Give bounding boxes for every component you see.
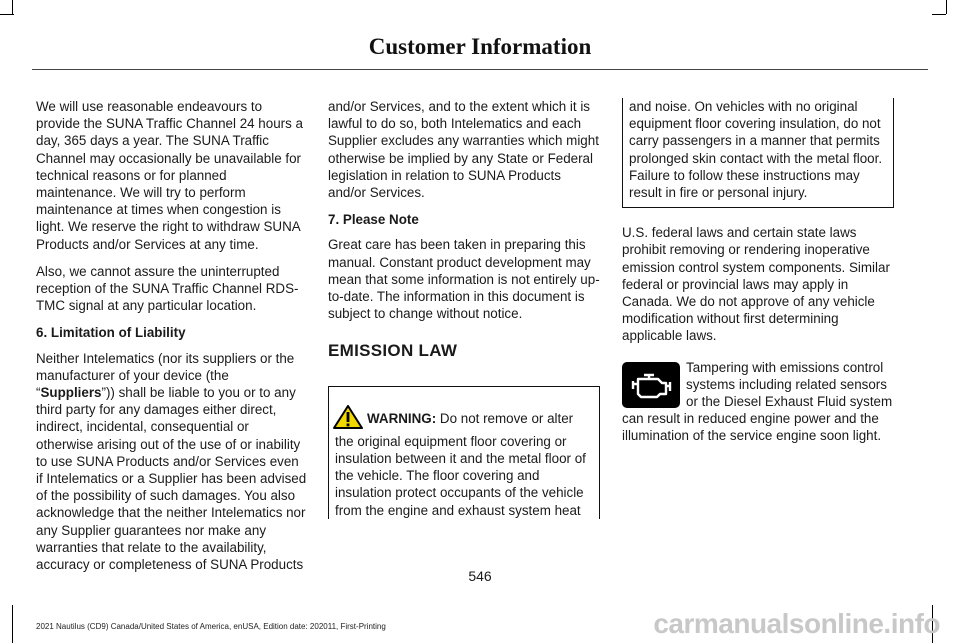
warning-text: and noise. On vehicles with no original equipment floor covering insulation, do not carry passengers in a manner that permits prolonged skin contact with the metal floor. Failure to follow these instructions may result in fire or personal injury. xyxy=(629,99,883,201)
paragraph: Tampering with emissions control systems including related sensors or the Diesel Exhaust Fluid system can result in reduced engine power and the illumination of the service engine soon light. xyxy=(622,359,893,444)
paragraph: Also, we cannot assure the uninterrupted reception of the SUNA Traffic Channel RDS-TMC signal at any particular location. xyxy=(36,263,299,314)
section-heading: 7. Please Note xyxy=(328,212,419,228)
page-title: Customer Information xyxy=(368,34,592,59)
paragraph: Great care has been taken in preparing this manual. Constant product development may mean that some information is not entirely up-to-date. The information in this document is subject to change without notice. xyxy=(328,237,600,322)
emission-law-heading: EMISSION LAW xyxy=(328,341,458,361)
defined-term: Suppliers xyxy=(40,385,102,401)
crop-mark xyxy=(12,605,13,643)
paragraph: U.S. federal laws and certain state laws prohibit removing or rendering inoperative emission control system components. Similar federal or provincial laws may apply in Canada. We do not approve of any vehicle modification without first determining applicable laws. xyxy=(622,225,890,344)
column-3 xyxy=(622,98,894,445)
tampering-notice xyxy=(622,359,894,445)
crop-mark xyxy=(932,14,946,15)
warning-box-continued xyxy=(622,98,894,208)
paragraph: and/or Services, and to the extent which it is lawful to do so, both Intelematics and each Supplier excludes any warranties which might otherwise be implied by any State or Federal legislation in relation to SUNA Products and/or Services. xyxy=(328,99,599,201)
warning-box xyxy=(328,386,600,519)
crop-mark xyxy=(946,0,947,14)
check-engine-icon xyxy=(622,362,680,408)
watermark-logo: carmanualsonline.info xyxy=(653,608,940,639)
text-run: Neither Intelematics (nor its suppliers or the manufacturer of your device (the “ xyxy=(36,350,295,401)
crop-mark xyxy=(0,14,14,15)
edition-footer: 2021 Nautilus (CD9) Canada/United States of America, enUSA, Edition date: 202011, First-Printing xyxy=(36,622,386,631)
paragraph xyxy=(36,350,308,574)
column-1 xyxy=(36,98,308,583)
warning-triangle-icon xyxy=(333,405,363,433)
crop-mark xyxy=(12,0,13,14)
section-heading: 6. Limitation of Liability xyxy=(36,325,186,341)
header-divider xyxy=(32,69,928,70)
paragraph: We will use reasonable endeavours to provide the SUNA Traffic Channel 24 hours a day, 365 days a year. The SUNA Traffic Channel may occasionally be unavailable for technical reasons or for planned maintenance. We will try to perform maintenance at times when congestion is light. We reserve the right to withdraw SUNA Products and/or Services at any time. xyxy=(36,99,303,252)
warning-text: Do not remove or alter the original equipment floor covering or insulation between it and the metal floor of the vehicle. The floor covering and insulation protect occupants of the vehicle from the engine and exhaust system heat xyxy=(335,410,586,518)
warning-label: WARNING: xyxy=(367,410,437,426)
text-run: ”)) shall be liable to you or to any third party for any damages either direct, indirect, incidental, consequential or otherwise arising out of the use of or inability to use SUNA Products and/or Services even if Intelematics or a Supplier has been advised of the possibility of such damages. You also acknowledge that the neither Intelematics nor any Supplier guarantees nor make any warranties that relate to the availability, accuracy or completeness of SUNA Products xyxy=(36,385,307,573)
page-number: 546 xyxy=(468,568,492,584)
column-2 xyxy=(328,98,600,519)
